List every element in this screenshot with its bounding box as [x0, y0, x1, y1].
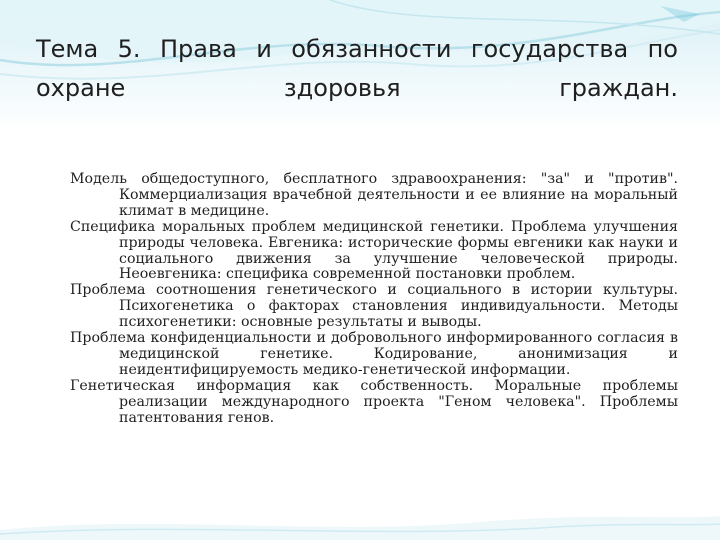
topic-list — [70, 172, 678, 427]
bottom-wave-decoration — [0, 500, 720, 540]
list-item: Специфика моральных проблем медицинской генетики. Проблема улучшения природы человека. Евгеника: исторические формы евгеники как науки и социального движения за улучшение человеческой природы. Неоевгеника: специфика современной постановки проблем. — [70, 218, 678, 283]
list-item: Генетическая информация как собственность. Моральные проблемы реализации международного проекта "Геном человека". Проблемы патентования генов. — [70, 377, 678, 426]
page-title: Тема 5. Права и обязанности государства по охране здоровья граждан. — [36, 35, 678, 102]
list-item: Проблема соотношения генетического и социального в истории культуры. Психогенетика о факторах становления индивидуальности. Методы психогенетики: основные результаты и выводы. — [70, 282, 678, 331]
list-item: Проблема конфиденциальности и добровольного информированного согласия в медицинской генетике. Кодирование, анонимизация и неидентифицируемость медико-генетической информации. — [70, 330, 678, 378]
list-item: Модель общедоступного, бесплатного здравоохранения: "за" и "против". Коммерциализация врачебной деятельности и ее влияние на моральный климат в медицине. — [70, 171, 678, 219]
